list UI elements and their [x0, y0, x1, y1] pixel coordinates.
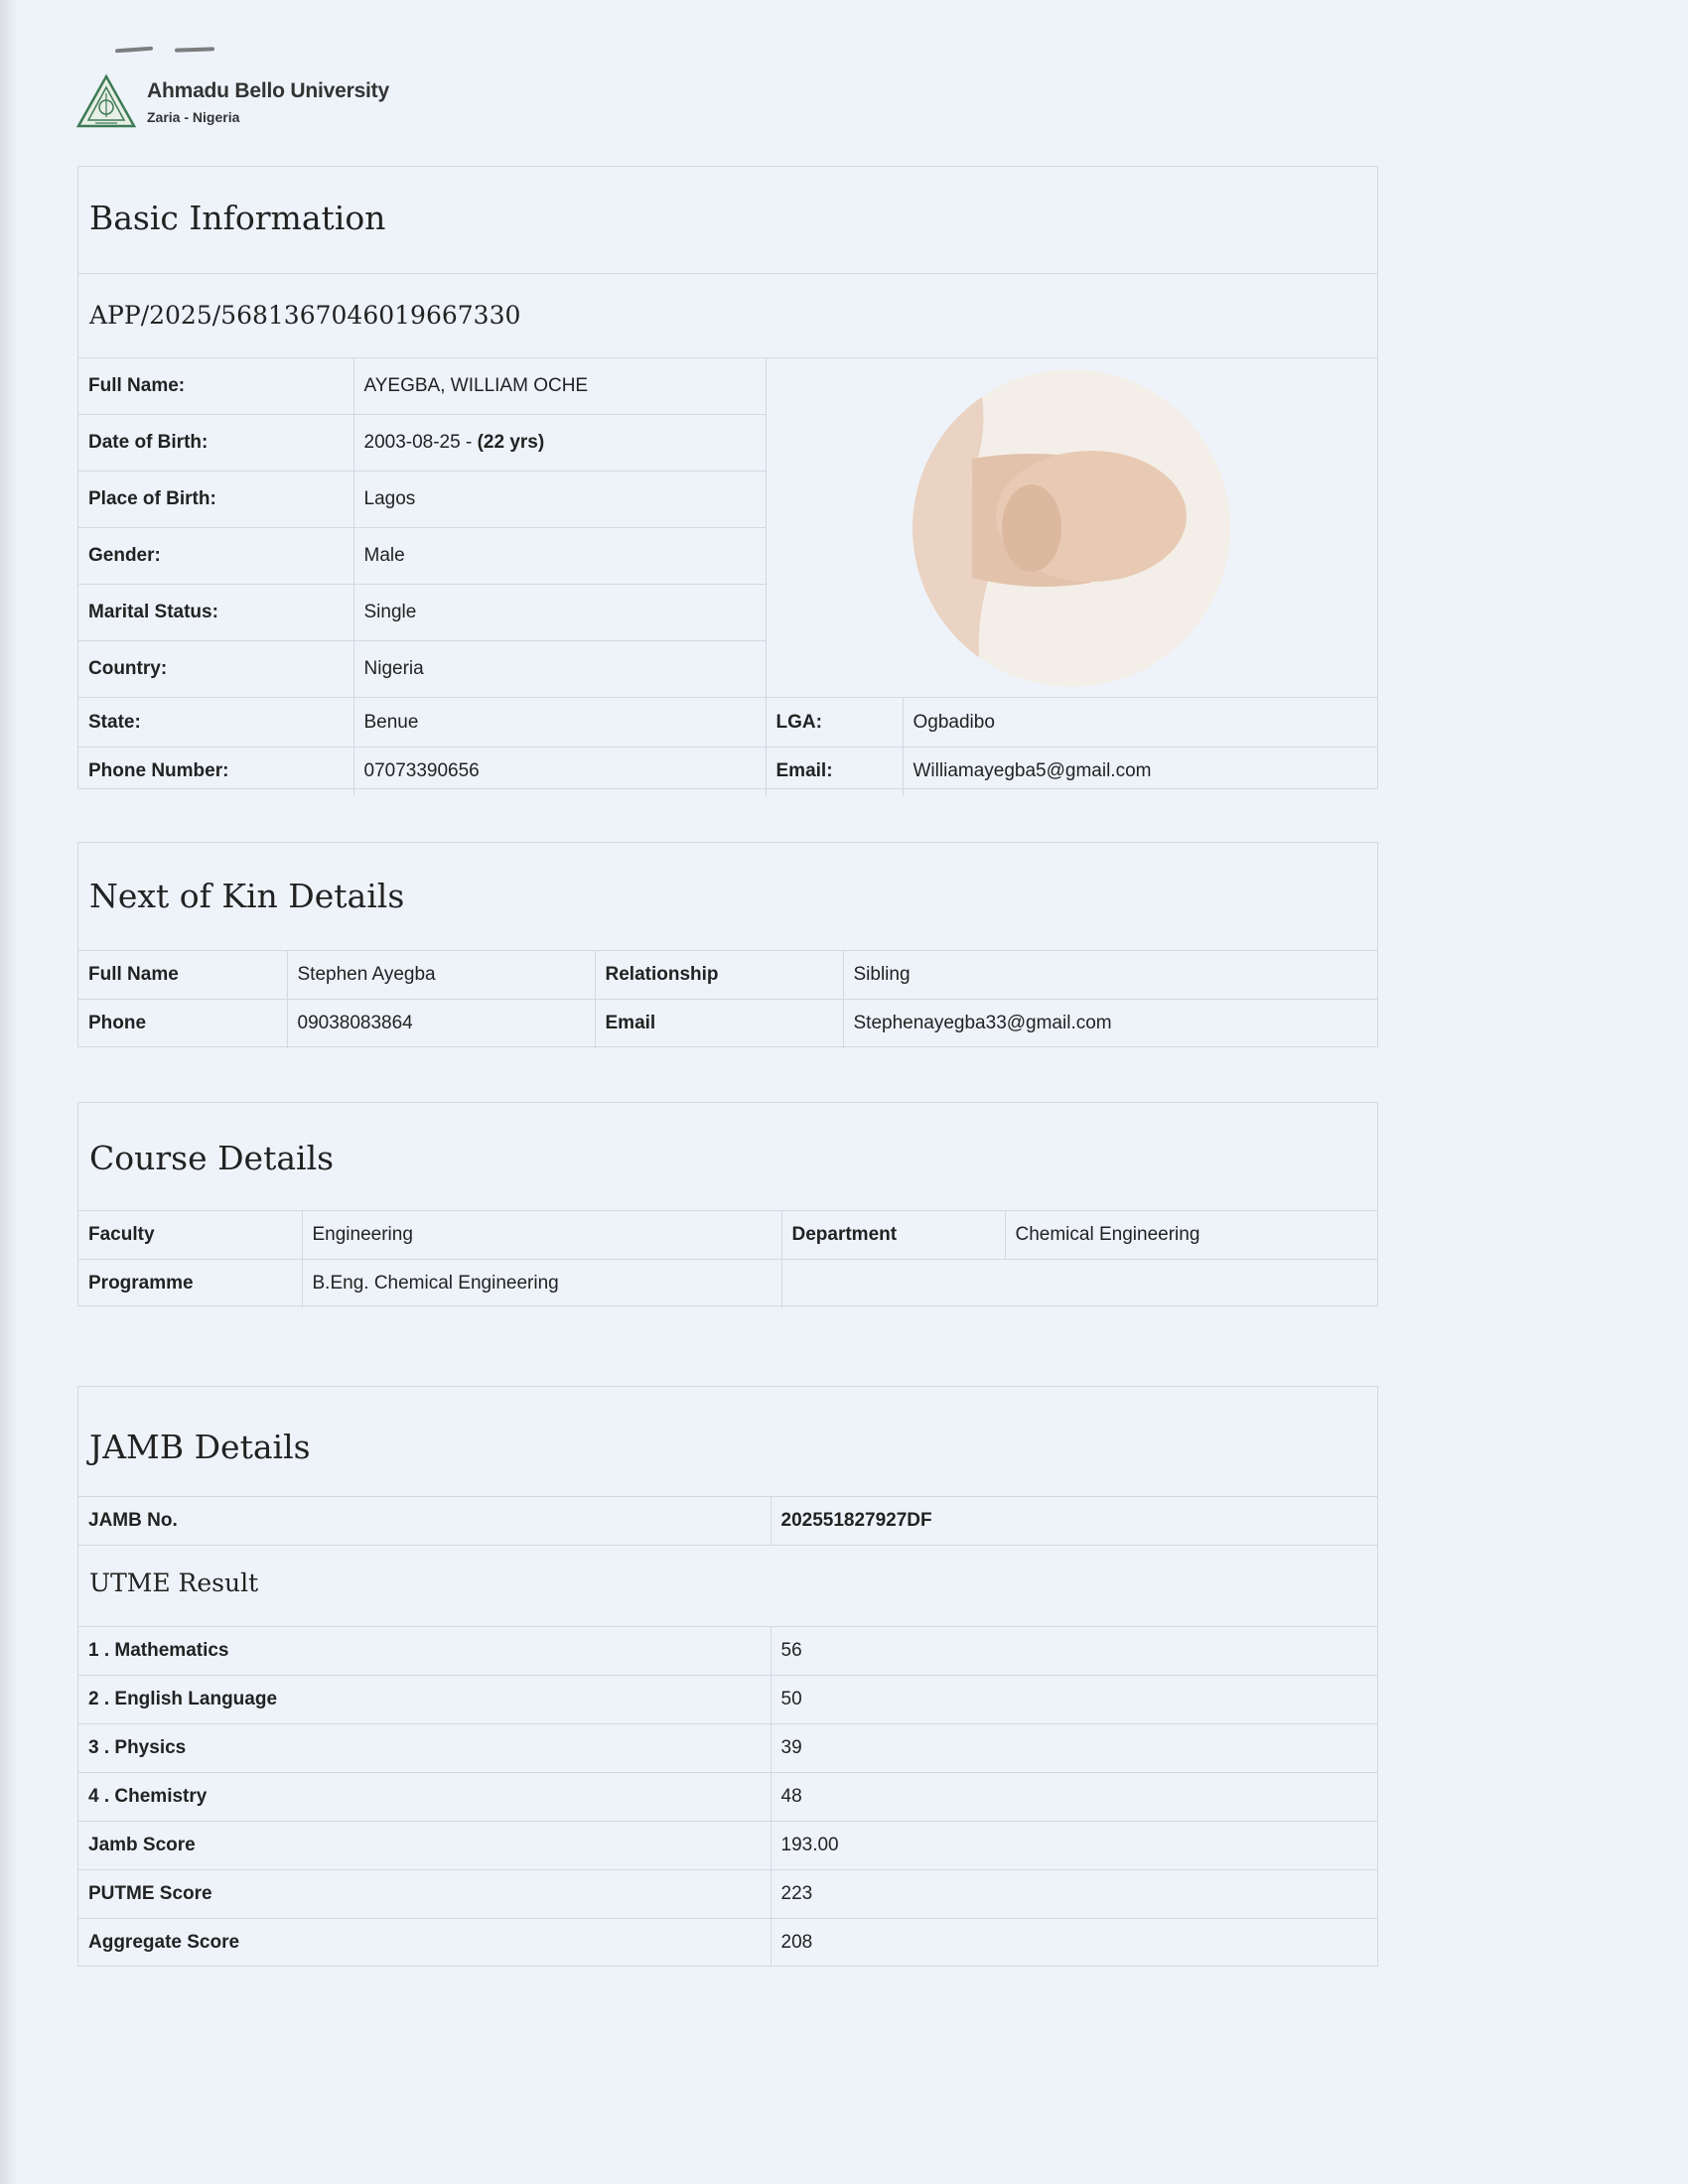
result-value: 223 [771, 1869, 1377, 1918]
result-label: Jamb Score [78, 1821, 771, 1869]
age-value: (22 yrs) [477, 432, 545, 453]
email-value: Williamayegba5@gmail.com [903, 748, 1377, 796]
department-value: Chemical Engineering [1005, 1211, 1377, 1260]
course-details-card [77, 1102, 1378, 1306]
university-location: Zaria - Nigeria [147, 109, 240, 125]
faculty-label: Faculty [78, 1211, 302, 1260]
result-value: 48 [771, 1772, 1377, 1821]
next-of-kin-card [77, 842, 1378, 1047]
full-name-label: Full Name: [78, 358, 353, 415]
kin-full-name-label: Full Name [78, 951, 287, 1000]
result-value: 208 [771, 1918, 1377, 1967]
university-header [75, 73, 389, 131]
jamb-number-label: JAMB No. [78, 1497, 771, 1545]
basic-information-title: Basic Information [89, 199, 386, 237]
basic-information-card [77, 166, 1378, 789]
gender-value: Male [353, 528, 766, 585]
kin-relationship-value: Sibling [843, 951, 1377, 1000]
state-label: State: [78, 698, 353, 748]
jamb-number-table [78, 1496, 1377, 1545]
result-label: 1 . Mathematics [78, 1626, 771, 1675]
gender-label: Gender: [78, 528, 353, 585]
university-name: Ahmadu Bello University [147, 79, 389, 102]
kin-full-name-value: Stephen Ayegba [287, 951, 595, 1000]
state-value: Benue [353, 698, 766, 748]
phone-number-value: 07073390656 [353, 748, 766, 796]
scan-edge [0, 0, 18, 2184]
jamb-details-title: JAMB Details [89, 1428, 311, 1466]
programme-label: Programme [78, 1260, 302, 1308]
kin-phone-value: 09038083864 [287, 1000, 595, 1048]
marital-status-label: Marital Status: [78, 585, 353, 641]
department-label: Department [781, 1211, 1005, 1260]
scan-mark [115, 47, 153, 54]
result-value: 193.00 [771, 1821, 1377, 1869]
next-of-kin-table [78, 950, 1377, 1048]
result-label: 3 . Physics [78, 1723, 771, 1772]
basic-information-table [78, 357, 1377, 796]
kin-relationship-label: Relationship [595, 951, 843, 1000]
kin-email-label: Email [595, 1000, 843, 1048]
jamb-details-card [77, 1386, 1378, 1967]
marital-status-value: Single [353, 585, 766, 641]
abu-crest-icon [75, 73, 137, 131]
country-value: Nigeria [353, 641, 766, 698]
faculty-value: Engineering [302, 1211, 781, 1260]
full-name-value: AYEGBA, WILLIAM OCHE [353, 358, 766, 415]
result-label: PUTME Score [78, 1869, 771, 1918]
phone-number-label: Phone Number: [78, 748, 353, 796]
programme-value: B.Eng. Chemical Engineering [302, 1260, 781, 1308]
place-of-birth-value: Lagos [353, 472, 766, 528]
applicant-photo [913, 369, 1230, 687]
kin-email-value: Stephenayegba33@gmail.com [843, 1000, 1377, 1048]
date-of-birth-label: Date of Birth: [78, 415, 353, 472]
result-value: 50 [771, 1675, 1377, 1723]
result-value: 39 [771, 1723, 1377, 1772]
date-of-birth-value: 2003-08-25 - (22 yrs) [353, 415, 766, 472]
result-label: 4 . Chemistry [78, 1772, 771, 1821]
utme-result-title: UTME Result [78, 1545, 1377, 1626]
utme-result-table [78, 1626, 1377, 1968]
email-label: Email: [766, 748, 903, 796]
lga-label: LGA: [766, 698, 903, 748]
country-label: Country: [78, 641, 353, 698]
lga-value: Ogbadibo [903, 698, 1377, 748]
next-of-kin-title: Next of Kin Details [89, 877, 405, 915]
empty-cell [781, 1260, 1377, 1308]
place-of-birth-label: Place of Birth: [78, 472, 353, 528]
result-label: Aggregate Score [78, 1918, 771, 1967]
photo-cell [766, 358, 1377, 698]
course-details-title: Course Details [89, 1139, 335, 1177]
result-value: 56 [771, 1626, 1377, 1675]
result-label: 2 . English Language [78, 1675, 771, 1723]
course-details-table [78, 1210, 1377, 1308]
kin-phone-label: Phone [78, 1000, 287, 1048]
application-number: APP/2025/5681367046019667330 [89, 301, 521, 330]
jamb-number-value: 202551827927DF [771, 1497, 1377, 1545]
scan-mark [175, 47, 214, 52]
